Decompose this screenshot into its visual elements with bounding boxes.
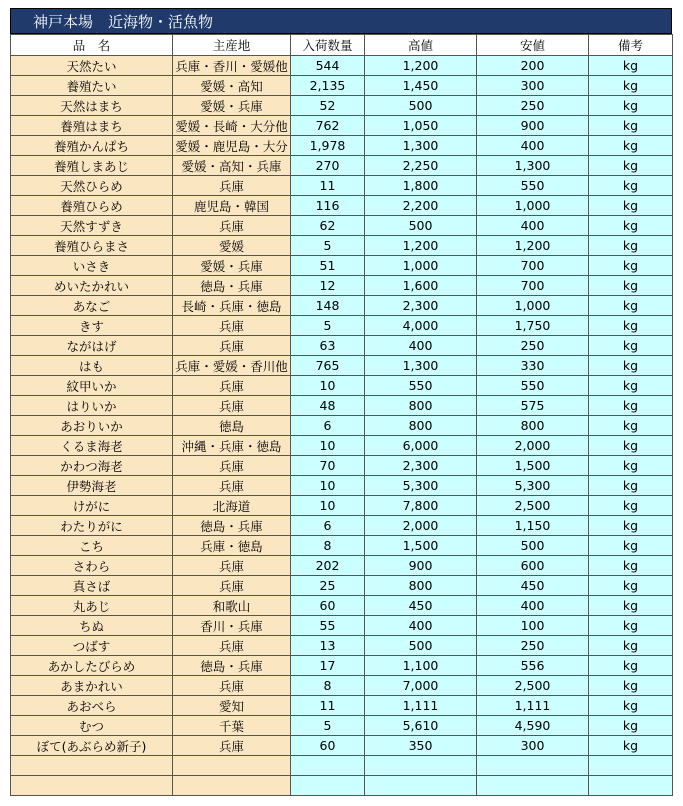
cell-unit[interactable]: kg xyxy=(589,356,673,376)
cell-unit[interactable]: kg xyxy=(589,476,673,496)
cell-high-price[interactable]: 7,800 xyxy=(365,496,477,516)
cell-high-price[interactable]: 450 xyxy=(365,596,477,616)
table-row[interactable] xyxy=(11,76,673,96)
cell-name[interactable]: こち xyxy=(11,536,173,556)
cell-name[interactable]: 紋甲いか xyxy=(11,376,173,396)
table-row[interactable] xyxy=(11,256,673,276)
cell-quantity[interactable] xyxy=(291,776,365,796)
cell-quantity[interactable]: 5 xyxy=(291,716,365,736)
cell-quantity[interactable]: 8 xyxy=(291,676,365,696)
table-row[interactable] xyxy=(11,536,673,556)
cell-name[interactable]: いさき xyxy=(11,256,173,276)
cell-low-price[interactable]: 1,000 xyxy=(477,296,589,316)
cell-high-price[interactable]: 7,000 xyxy=(365,676,477,696)
cell-origin[interactable]: 徳島・兵庫 xyxy=(173,656,291,676)
cell-unit[interactable]: kg xyxy=(589,276,673,296)
cell-unit[interactable]: kg xyxy=(589,116,673,136)
cell-quantity[interactable]: 10 xyxy=(291,496,365,516)
cell-name[interactable]: ぼて(あぶらめ新子) xyxy=(11,736,173,756)
cell-origin[interactable]: 愛媛・高知・兵庫 xyxy=(173,156,291,176)
cell-unit[interactable]: kg xyxy=(589,596,673,616)
cell-origin[interactable]: 兵庫 xyxy=(173,476,291,496)
cell-name[interactable]: 天然はまち xyxy=(11,96,173,116)
cell-unit[interactable]: kg xyxy=(589,736,673,756)
cell-high-price[interactable]: 500 xyxy=(365,96,477,116)
table-row[interactable] xyxy=(11,456,673,476)
table-row[interactable] xyxy=(11,316,673,336)
cell-quantity[interactable]: 270 xyxy=(291,156,365,176)
cell-quantity[interactable]: 10 xyxy=(291,476,365,496)
cell-low-price[interactable]: 250 xyxy=(477,96,589,116)
cell-low-price[interactable]: 800 xyxy=(477,416,589,436)
cell-low-price[interactable]: 400 xyxy=(477,136,589,156)
cell-low-price[interactable]: 556 xyxy=(477,656,589,676)
cell-quantity[interactable]: 5 xyxy=(291,236,365,256)
cell-name[interactable]: はりいか xyxy=(11,396,173,416)
cell-unit[interactable]: kg xyxy=(589,516,673,536)
cell-low-price[interactable]: 600 xyxy=(477,556,589,576)
header-name: 品 名 xyxy=(11,35,173,56)
cell-origin[interactable]: 徳島 xyxy=(173,416,291,436)
table-row[interactable] xyxy=(11,176,673,196)
cell-origin[interactable]: 愛媛・長崎・大分他 xyxy=(173,116,291,136)
cell-name[interactable]: はも xyxy=(11,356,173,376)
cell-name[interactable]: 天然すずき xyxy=(11,216,173,236)
cell-low-price[interactable]: 2,500 xyxy=(477,676,589,696)
cell-quantity[interactable]: 11 xyxy=(291,696,365,716)
cell-quantity[interactable]: 17 xyxy=(291,656,365,676)
cell-quantity[interactable]: 60 xyxy=(291,596,365,616)
header-origin: 主産地 xyxy=(173,35,291,56)
cell-origin[interactable]: 沖縄・兵庫・徳島 xyxy=(173,436,291,456)
cell-quantity[interactable]: 765 xyxy=(291,356,365,376)
cell-quantity[interactable]: 5 xyxy=(291,316,365,336)
cell-high-price[interactable]: 5,300 xyxy=(365,476,477,496)
cell-origin[interactable]: 長崎・兵庫・徳島 xyxy=(173,296,291,316)
cell-high-price[interactable]: 1,100 xyxy=(365,656,477,676)
cell-unit[interactable]: kg xyxy=(589,376,673,396)
cell-name[interactable]: 天然ひらめ xyxy=(11,176,173,196)
cell-low-price[interactable]: 4,590 xyxy=(477,716,589,736)
cell-name[interactable]: わたりがに xyxy=(11,516,173,536)
table-row[interactable] xyxy=(11,236,673,256)
cell-low-price[interactable]: 250 xyxy=(477,636,589,656)
cell-low-price[interactable]: 1,750 xyxy=(477,316,589,336)
table-row[interactable] xyxy=(11,716,673,736)
cell-quantity[interactable]: 148 xyxy=(291,296,365,316)
table-row[interactable] xyxy=(11,116,673,136)
cell-quantity[interactable]: 8 xyxy=(291,536,365,556)
cell-high-price[interactable]: 1,450 xyxy=(365,76,477,96)
cell-unit[interactable]: kg xyxy=(589,676,673,696)
cell-quantity[interactable]: 70 xyxy=(291,456,365,476)
cell-quantity[interactable]: 55 xyxy=(291,616,365,636)
table-row[interactable] xyxy=(11,656,673,676)
cell-high-price[interactable]: 2,250 xyxy=(365,156,477,176)
cell-quantity[interactable]: 62 xyxy=(291,216,365,236)
cell-name[interactable]: 養殖ひらめ xyxy=(11,196,173,216)
cell-unit[interactable]: kg xyxy=(589,216,673,236)
cell-low-price[interactable]: 500 xyxy=(477,536,589,556)
cell-high-price[interactable]: 4,000 xyxy=(365,316,477,336)
price-sheet xyxy=(10,8,672,796)
cell-name[interactable]: 養殖たい xyxy=(11,76,173,96)
cell-origin[interactable]: 千葉 xyxy=(173,716,291,736)
table-row[interactable] xyxy=(11,136,673,156)
cell-high-price[interactable]: 1,200 xyxy=(365,236,477,256)
cell-origin[interactable]: 兵庫 xyxy=(173,336,291,356)
cell-unit[interactable]: kg xyxy=(589,636,673,656)
cell-unit[interactable]: kg xyxy=(589,256,673,276)
cell-high-price[interactable]: 1,300 xyxy=(365,356,477,376)
cell-origin[interactable]: 愛媛・兵庫 xyxy=(173,96,291,116)
table-row[interactable] xyxy=(11,756,673,776)
cell-name[interactable]: 天然たい xyxy=(11,56,173,76)
cell-high-price[interactable]: 1,111 xyxy=(365,696,477,716)
cell-name[interactable]: 丸あじ xyxy=(11,596,173,616)
cell-origin[interactable]: 愛媛・兵庫 xyxy=(173,256,291,276)
sheet-title: 神戸本場 近海物・活魚物 xyxy=(10,8,672,34)
cell-low-price[interactable]: 300 xyxy=(477,76,589,96)
cell-low-price[interactable]: 330 xyxy=(477,356,589,376)
table-row[interactable] xyxy=(11,696,673,716)
cell-low-price[interactable]: 1,150 xyxy=(477,516,589,536)
cell-unit[interactable]: kg xyxy=(589,456,673,476)
cell-quantity[interactable]: 116 xyxy=(291,196,365,216)
cell-unit[interactable]: kg xyxy=(589,76,673,96)
cell-origin[interactable]: 兵庫 xyxy=(173,676,291,696)
cell-unit[interactable]: kg xyxy=(589,496,673,516)
cell-quantity[interactable]: 48 xyxy=(291,396,365,416)
cell-name[interactable]: けがに xyxy=(11,496,173,516)
table-row[interactable] xyxy=(11,96,673,116)
header-note: 備考 xyxy=(589,35,673,56)
cell-origin[interactable]: 愛媛・鹿児島・大分 xyxy=(173,136,291,156)
cell-name[interactable] xyxy=(11,756,173,776)
cell-origin[interactable]: 兵庫・徳島 xyxy=(173,536,291,556)
table-row[interactable] xyxy=(11,376,673,396)
cell-unit[interactable]: kg xyxy=(589,176,673,196)
cell-unit[interactable] xyxy=(589,776,673,796)
cell-low-price[interactable]: 450 xyxy=(477,576,589,596)
cell-high-price[interactable]: 800 xyxy=(365,576,477,596)
table-row[interactable] xyxy=(11,476,673,496)
cell-quantity[interactable]: 10 xyxy=(291,376,365,396)
table-row[interactable] xyxy=(11,216,673,236)
cell-high-price[interactable] xyxy=(365,756,477,776)
table-row[interactable] xyxy=(11,776,673,796)
cell-low-price[interactable]: 575 xyxy=(477,396,589,416)
cell-name[interactable]: かわつ海老 xyxy=(11,456,173,476)
cell-name[interactable]: あなご xyxy=(11,296,173,316)
cell-quantity[interactable]: 6 xyxy=(291,416,365,436)
cell-name[interactable]: 養殖ひらまさ xyxy=(11,236,173,256)
cell-high-price[interactable]: 5,610 xyxy=(365,716,477,736)
cell-origin[interactable] xyxy=(173,776,291,796)
cell-high-price[interactable]: 400 xyxy=(365,616,477,636)
cell-origin[interactable]: 鹿児島・韓国 xyxy=(173,196,291,216)
cell-high-price[interactable]: 2,300 xyxy=(365,296,477,316)
cell-high-price[interactable]: 1,300 xyxy=(365,136,477,156)
cell-origin[interactable]: 兵庫 xyxy=(173,376,291,396)
header-row xyxy=(11,35,673,56)
cell-low-price[interactable]: 900 xyxy=(477,116,589,136)
cell-unit[interactable]: kg xyxy=(589,156,673,176)
table-row[interactable] xyxy=(11,56,673,76)
table-row[interactable] xyxy=(11,296,673,316)
cell-origin[interactable]: 兵庫・香川・愛媛他 xyxy=(173,56,291,76)
cell-high-price[interactable]: 1,600 xyxy=(365,276,477,296)
cell-name[interactable]: 養殖はまち xyxy=(11,116,173,136)
cell-quantity[interactable]: 1,978 xyxy=(291,136,365,156)
cell-origin[interactable]: 兵庫 xyxy=(173,576,291,596)
cell-quantity[interactable]: 52 xyxy=(291,96,365,116)
cell-low-price[interactable]: 250 xyxy=(477,336,589,356)
table-row[interactable] xyxy=(11,156,673,176)
cell-unit[interactable]: kg xyxy=(589,696,673,716)
cell-unit[interactable]: kg xyxy=(589,236,673,256)
cell-quantity[interactable]: 6 xyxy=(291,516,365,536)
cell-quantity[interactable] xyxy=(291,756,365,776)
cell-high-price[interactable]: 500 xyxy=(365,636,477,656)
cell-name[interactable]: 真さば xyxy=(11,576,173,596)
cell-origin[interactable]: 兵庫 xyxy=(173,316,291,336)
cell-high-price[interactable]: 550 xyxy=(365,376,477,396)
cell-unit[interactable]: kg xyxy=(589,296,673,316)
cell-quantity[interactable]: 2,135 xyxy=(291,76,365,96)
cell-origin[interactable]: 愛媛・高知 xyxy=(173,76,291,96)
cell-high-price[interactable]: 6,000 xyxy=(365,436,477,456)
price-table xyxy=(10,34,673,796)
table-row[interactable] xyxy=(11,636,673,656)
cell-unit[interactable]: kg xyxy=(589,336,673,356)
cell-origin[interactable] xyxy=(173,756,291,776)
table-row[interactable] xyxy=(11,396,673,416)
table-row[interactable] xyxy=(11,676,673,696)
table-row[interactable] xyxy=(11,336,673,356)
cell-quantity[interactable]: 51 xyxy=(291,256,365,276)
table-row[interactable] xyxy=(11,436,673,456)
cell-high-price[interactable]: 500 xyxy=(365,216,477,236)
cell-low-price[interactable] xyxy=(477,776,589,796)
cell-origin[interactable]: 兵庫 xyxy=(173,456,291,476)
cell-origin[interactable]: 兵庫 xyxy=(173,556,291,576)
cell-unit[interactable]: kg xyxy=(589,656,673,676)
cell-unit[interactable]: kg xyxy=(589,136,673,156)
cell-unit[interactable]: kg xyxy=(589,396,673,416)
cell-name[interactable]: 伊勢海老 xyxy=(11,476,173,496)
cell-name[interactable]: くるま海老 xyxy=(11,436,173,456)
cell-unit[interactable]: kg xyxy=(589,96,673,116)
cell-low-price[interactable]: 400 xyxy=(477,216,589,236)
table-row[interactable] xyxy=(11,616,673,636)
table-row[interactable] xyxy=(11,556,673,576)
cell-low-price[interactable]: 2,000 xyxy=(477,436,589,456)
cell-unit[interactable]: kg xyxy=(589,536,673,556)
cell-high-price[interactable]: 1,500 xyxy=(365,536,477,556)
cell-high-price[interactable]: 2,200 xyxy=(365,196,477,216)
cell-origin[interactable]: 香川・兵庫 xyxy=(173,616,291,636)
cell-quantity[interactable]: 13 xyxy=(291,636,365,656)
cell-high-price[interactable]: 1,050 xyxy=(365,116,477,136)
cell-unit[interactable]: kg xyxy=(589,316,673,336)
header-high-price: 高値 xyxy=(365,35,477,56)
cell-low-price[interactable]: 1,500 xyxy=(477,456,589,476)
cell-name[interactable]: あおべら xyxy=(11,696,173,716)
cell-high-price[interactable]: 1,800 xyxy=(365,176,477,196)
table-row[interactable] xyxy=(11,596,673,616)
header-low-price: 安値 xyxy=(477,35,589,56)
cell-quantity[interactable]: 762 xyxy=(291,116,365,136)
table-row[interactable] xyxy=(11,576,673,596)
table-row[interactable] xyxy=(11,736,673,756)
cell-unit[interactable]: kg xyxy=(589,196,673,216)
cell-unit[interactable]: kg xyxy=(589,716,673,736)
cell-name[interactable]: むつ xyxy=(11,716,173,736)
cell-name[interactable] xyxy=(11,776,173,796)
cell-origin[interactable]: 兵庫 xyxy=(173,636,291,656)
cell-low-price[interactable]: 300 xyxy=(477,736,589,756)
cell-high-price[interactable]: 2,000 xyxy=(365,516,477,536)
cell-unit[interactable] xyxy=(589,756,673,776)
cell-quantity[interactable]: 11 xyxy=(291,176,365,196)
cell-name[interactable]: つばす xyxy=(11,636,173,656)
cell-origin[interactable]: 徳島・兵庫 xyxy=(173,276,291,296)
cell-origin[interactable]: 兵庫 xyxy=(173,216,291,236)
cell-origin[interactable]: 兵庫・愛媛・香川他 xyxy=(173,356,291,376)
cell-unit[interactable]: kg xyxy=(589,576,673,596)
cell-low-price[interactable]: 1,300 xyxy=(477,156,589,176)
cell-low-price[interactable]: 200 xyxy=(477,56,589,76)
cell-name[interactable]: めいたかれい xyxy=(11,276,173,296)
cell-low-price[interactable]: 1,000 xyxy=(477,196,589,216)
table-row[interactable] xyxy=(11,276,673,296)
cell-high-price[interactable] xyxy=(365,776,477,796)
cell-name[interactable]: 養殖かんぱち xyxy=(11,136,173,156)
cell-quantity[interactable]: 60 xyxy=(291,736,365,756)
cell-low-price[interactable]: 1,200 xyxy=(477,236,589,256)
cell-low-price[interactable]: 400 xyxy=(477,596,589,616)
cell-high-price[interactable]: 350 xyxy=(365,736,477,756)
cell-high-price[interactable]: 1,000 xyxy=(365,256,477,276)
cell-origin[interactable]: 兵庫 xyxy=(173,176,291,196)
cell-origin[interactable]: 徳島・兵庫 xyxy=(173,516,291,536)
cell-low-price[interactable]: 100 xyxy=(477,616,589,636)
cell-low-price[interactable]: 700 xyxy=(477,276,589,296)
cell-quantity[interactable]: 12 xyxy=(291,276,365,296)
cell-name[interactable]: きす xyxy=(11,316,173,336)
cell-name[interactable]: ながはげ xyxy=(11,336,173,356)
cell-quantity[interactable]: 25 xyxy=(291,576,365,596)
table-row[interactable] xyxy=(11,516,673,536)
cell-high-price[interactable]: 2,300 xyxy=(365,456,477,476)
cell-high-price[interactable]: 1,200 xyxy=(365,56,477,76)
cell-low-price[interactable]: 2,500 xyxy=(477,496,589,516)
cell-unit[interactable]: kg xyxy=(589,436,673,456)
cell-unit[interactable]: kg xyxy=(589,416,673,436)
cell-origin[interactable]: 和歌山 xyxy=(173,596,291,616)
cell-name[interactable]: 養殖しまあじ xyxy=(11,156,173,176)
header-quantity: 入荷数量 xyxy=(291,35,365,56)
cell-name[interactable]: ちぬ xyxy=(11,616,173,636)
cell-name[interactable]: あおりいか xyxy=(11,416,173,436)
cell-unit[interactable]: kg xyxy=(589,616,673,636)
cell-low-price[interactable]: 5,300 xyxy=(477,476,589,496)
cell-high-price[interactable]: 800 xyxy=(365,416,477,436)
cell-unit[interactable]: kg xyxy=(589,556,673,576)
table-row[interactable] xyxy=(11,496,673,516)
cell-name[interactable]: あまかれい xyxy=(11,676,173,696)
cell-low-price[interactable] xyxy=(477,756,589,776)
cell-name[interactable]: あかしたびらめ xyxy=(11,656,173,676)
cell-low-price[interactable]: 1,111 xyxy=(477,696,589,716)
cell-origin[interactable]: 兵庫 xyxy=(173,396,291,416)
table-row[interactable] xyxy=(11,196,673,216)
cell-low-price[interactable]: 700 xyxy=(477,256,589,276)
cell-quantity[interactable]: 544 xyxy=(291,56,365,76)
cell-origin[interactable]: 愛媛 xyxy=(173,236,291,256)
cell-origin[interactable]: 兵庫 xyxy=(173,736,291,756)
cell-quantity[interactable]: 10 xyxy=(291,436,365,456)
cell-origin[interactable]: 北海道 xyxy=(173,496,291,516)
cell-high-price[interactable]: 400 xyxy=(365,336,477,356)
cell-low-price[interactable]: 550 xyxy=(477,176,589,196)
cell-name[interactable]: さわら xyxy=(11,556,173,576)
cell-low-price[interactable]: 550 xyxy=(477,376,589,396)
table-row[interactable] xyxy=(11,416,673,436)
cell-high-price[interactable]: 800 xyxy=(365,396,477,416)
table-row[interactable] xyxy=(11,356,673,376)
cell-quantity[interactable]: 202 xyxy=(291,556,365,576)
cell-high-price[interactable]: 900 xyxy=(365,556,477,576)
cell-quantity[interactable]: 63 xyxy=(291,336,365,356)
cell-origin[interactable]: 愛知 xyxy=(173,696,291,716)
cell-unit[interactable]: kg xyxy=(589,56,673,76)
